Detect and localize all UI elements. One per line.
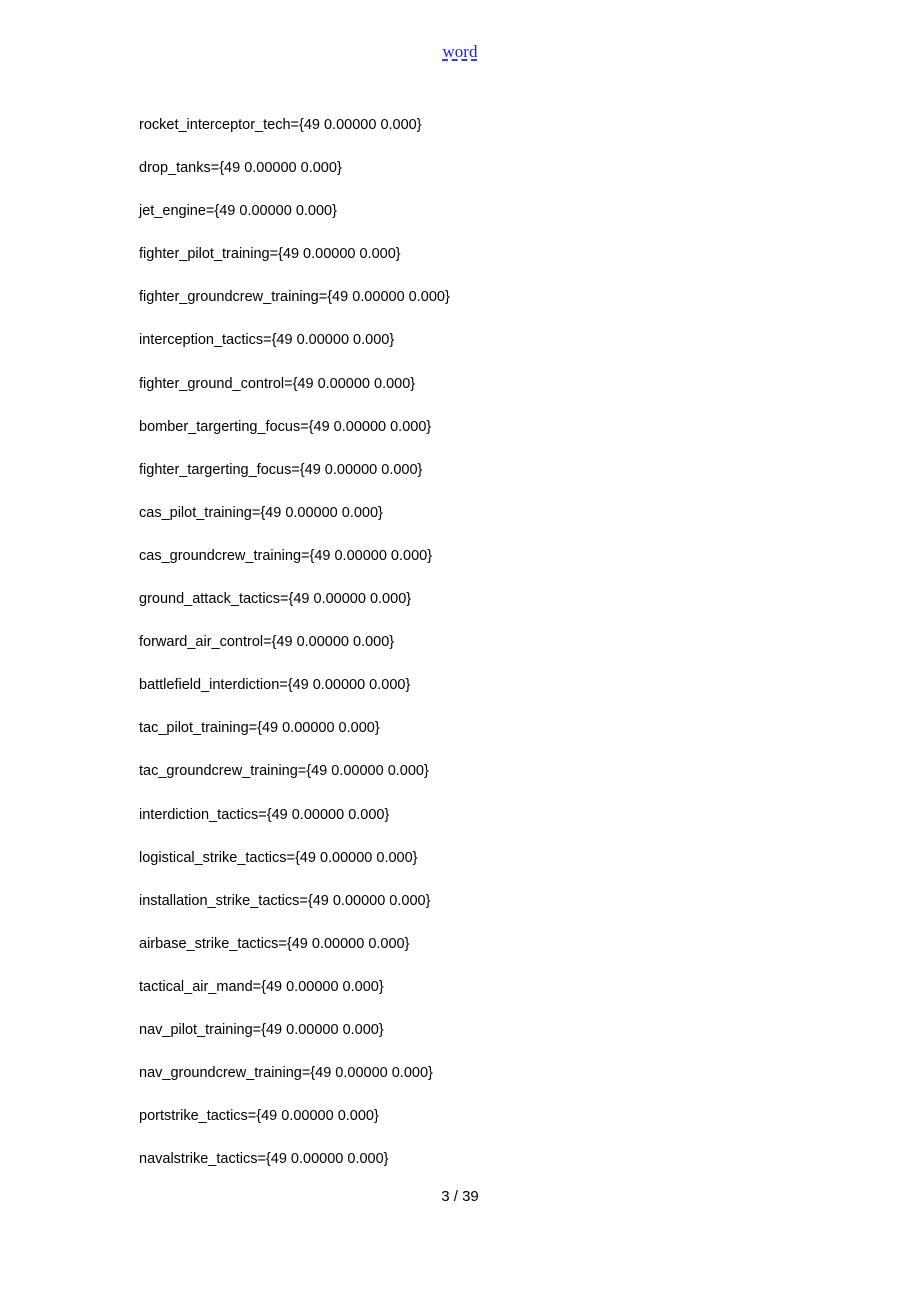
list-item: navalstrike_tactics={49 0.00000 0.000} xyxy=(139,1151,389,1168)
list-item: ground_attack_tactics={49 0.00000 0.000} xyxy=(139,591,412,608)
list-item: cas_groundcrew_training={49 0.00000 0.000} xyxy=(139,547,433,564)
list-item: bomber_targerting_focus={49 0.00000 0.000} xyxy=(139,418,432,435)
list-item: cas_pilot_training={49 0.00000 0.000} xyxy=(139,504,383,521)
list-item: portstrike_tactics={49 0.00000 0.000} xyxy=(139,1108,379,1125)
list-item: nav_pilot_training={49 0.00000 0.000} xyxy=(139,1021,384,1038)
list-item: interdiction_tactics={49 0.00000 0.000} xyxy=(139,806,390,823)
list-item: fighter_targerting_focus={49 0.00000 0.000} xyxy=(139,461,423,478)
list-item: fighter_groundcrew_training={49 0.00000 0.000} xyxy=(139,289,450,306)
list-item: airbase_strike_tactics={49 0.00000 0.000} xyxy=(139,935,410,952)
page-number: 3 / 39 xyxy=(441,1188,479,1205)
list-item: tac_pilot_training={49 0.00000 0.000} xyxy=(139,720,380,737)
list-item: tactical_air_mand={49 0.00000 0.000} xyxy=(139,978,384,995)
list-item: interception_tactics={49 0.00000 0.000} xyxy=(139,332,395,349)
list-item: fighter_pilot_training={49 0.00000 0.000} xyxy=(139,246,401,263)
list-item: drop_tanks={49 0.00000 0.000} xyxy=(139,160,342,177)
list-item: tac_groundcrew_training={49 0.00000 0.000} xyxy=(139,763,429,780)
list-item: fighter_ground_control={49 0.00000 0.000} xyxy=(139,375,416,392)
list-item: rocket_interceptor_tech={49 0.00000 0.000} xyxy=(139,117,422,133)
header-word-link[interactable]: word xyxy=(442,42,478,61)
list-item: installation_strike_tactics={49 0.00000 0.000} xyxy=(139,892,431,909)
list-item: logistical_strike_tactics={49 0.00000 0.000} xyxy=(139,849,418,866)
list-item: nav_groundcrew_training={49 0.00000 0.000} xyxy=(139,1065,433,1082)
tech-list xyxy=(139,114,839,1191)
list-item: forward_air_control={49 0.00000 0.000} xyxy=(139,634,395,651)
list-item: jet_engine={49 0.00000 0.000} xyxy=(139,203,337,220)
list-item: battlefield_interdiction={49 0.00000 0.000} xyxy=(139,677,411,694)
